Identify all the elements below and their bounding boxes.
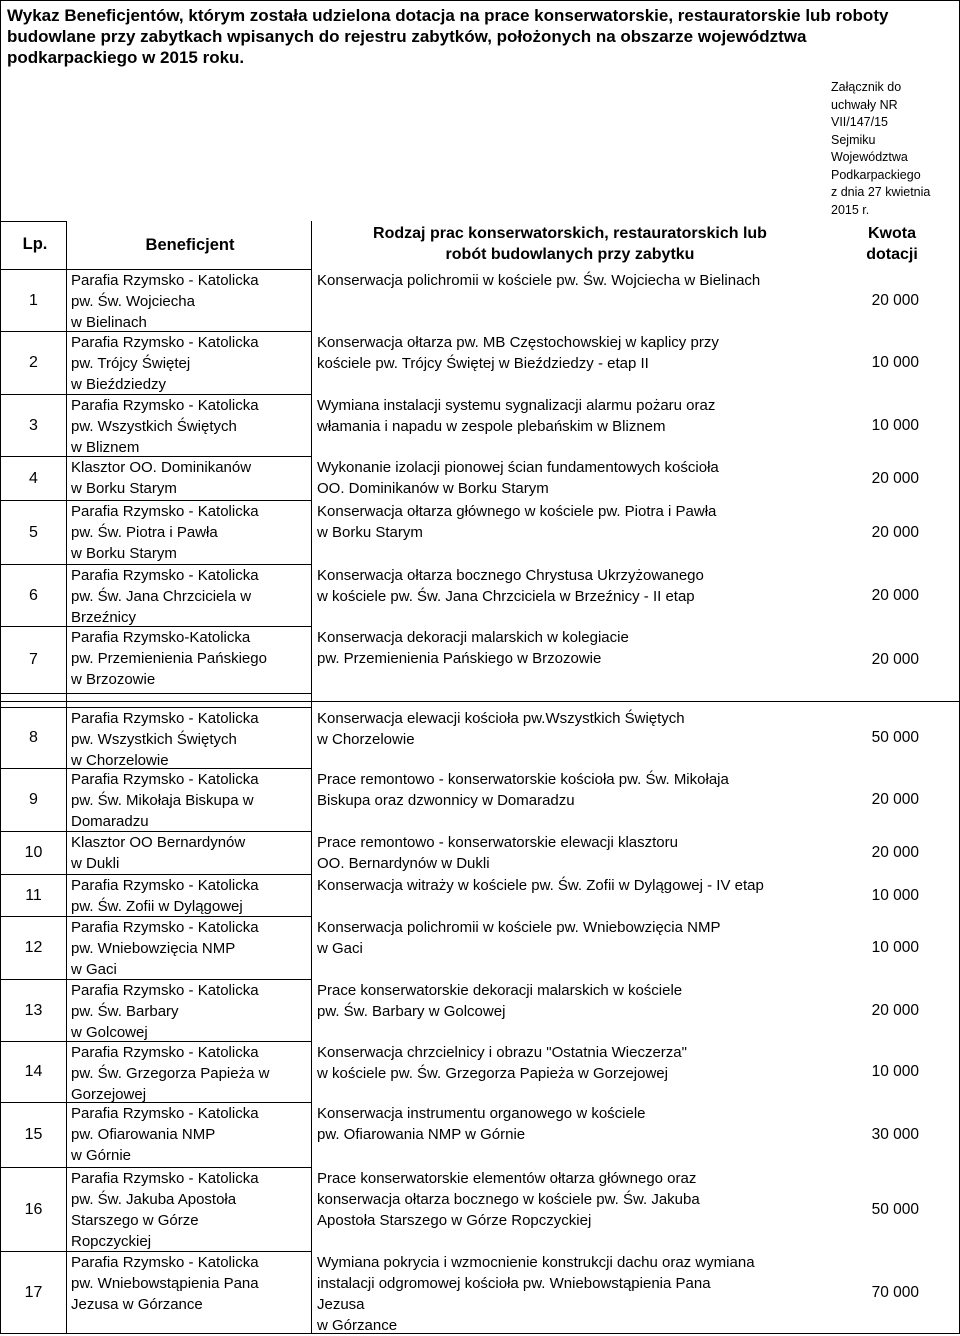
work-description-cell: Konserwacja dekoracji malarskich w kolegiacie pw. Przemienienia Pańskiego w Brzozowie: [317, 629, 629, 667]
beneficiary-cell: Klasztor OO Bernardynów w Dukli: [71, 834, 246, 872]
annex-note: Załącznik do uchwały NR VII/147/15 Sejmiku Województwa Podkarpackiego z dnia 27 kwietnia 2015 r.: [831, 80, 931, 217]
work-description-cell: Wymiana pokrycia i wzmocnienie konstrukcji dachu oraz wymiana instalacji odgromowej kościoła pw. Wniebowstąpienia Pana Jezusa w Górzance: [317, 1254, 755, 1334]
work-description-cell: Konserwacja chrzcielnicy i obrazu "Ostatnia Wieczerza" w kościele pw. Św. Grzegorza Papieża w Gorzejowej: [317, 1044, 687, 1082]
work-description-cell: Konserwacja instrumentu organowego w kościele pw. Ofiarowania NMP w Górnie: [317, 1105, 646, 1143]
header-rodzaj: Rodzaj prac konserwatorskich, restauratorskich lub robót budowlanych przy zabytku: [373, 225, 767, 263]
grant-amount-cell: 20 000: [871, 1001, 919, 1019]
beneficiary-cell: Parafia Rzymsko - Katolicka pw. Wszystkich Świętych w Bliznem: [71, 397, 259, 456]
beneficiary-cell: Klasztor OO. Dominikanów w Borku Starym: [71, 459, 252, 497]
beneficiary-cell: Parafia Rzymsko - Katolicka pw. Wniebowstąpienia Pana Jezusa w Górzance: [71, 1254, 259, 1313]
work-description-cell: Konserwacja elewacji kościoła pw.Wszystkich Świętych w Chorzelowie: [317, 710, 685, 748]
row-number: 10: [24, 844, 43, 861]
row-number: 17: [24, 1283, 43, 1301]
work-description-cell: Prace konserwatorskie dekoracji malarskich w kościele pw. Św. Barbary w Golcowej: [317, 982, 683, 1020]
grant-amount-cell: 20 000: [871, 523, 919, 541]
row-line: [1, 693, 311, 694]
header-kwota: Kwota dotacji: [866, 225, 918, 263]
row-number: 15: [24, 1126, 43, 1143]
grant-amount-cell: 50 000: [871, 729, 919, 746]
row-number: 16: [24, 1200, 43, 1218]
row-number: 6: [29, 586, 38, 604]
work-description-cell: Konserwacja polichromii w kościele pw. Wniebowzięcia NMP w Gaci: [317, 919, 721, 957]
grant-amount-cell: 20 000: [871, 586, 919, 604]
row-line: [1, 221, 67, 222]
grant-amount-cell: 20 000: [871, 291, 919, 309]
beneficiary-cell: Parafia Rzymsko - Katolicka pw. Św. Barbary w Golcowej: [71, 982, 259, 1041]
work-description-cell: Wykonanie izolacji pionowej ścian fundamentowych kościoła OO. Dominikanów w Borku Starym: [317, 459, 719, 497]
beneficiary-cell: Parafia Rzymsko - Katolicka pw. Św. Jakuba Apostoła Starszego w Górze Ropczyckiej: [71, 1170, 259, 1250]
grant-amount-cell: 10 000: [871, 416, 919, 434]
beneficiary-cell: Parafia Rzymsko - Katolicka pw. Św. Piotra i Pawła w Borku Starym: [71, 503, 259, 562]
grant-amount-cell: 20 000: [871, 651, 919, 668]
row-number: 4: [29, 469, 38, 487]
beneficiary-cell: Parafia Rzymsko-Katolicka pw. Przemienienia Pańskiego w Brzozowie: [71, 629, 267, 688]
work-description-cell: Prace remontowo - konserwatorskie kościoła pw. Św. Mikołaja Biskupa oraz dzwonnicy w Domaradzu: [317, 771, 729, 809]
beneficiary-cell: Parafia Rzymsko - Katolicka pw. Wszystkich Świętych w Chorzelowie: [71, 710, 259, 769]
work-description-cell: Konserwacja polichromii w kościele pw. Św. Wojciecha w Bielinach: [317, 272, 761, 289]
beneficiary-cell: Parafia Rzymsko - Katolicka pw. Wniebowzięcia NMP w Gaci: [71, 919, 259, 978]
beneficiary-cell: Parafia Rzymsko - Katolicka pw. Św. Wojciecha w Bielinach: [71, 272, 259, 331]
grant-amount-cell: 70 000: [871, 1283, 919, 1301]
document-title: Wykaz Beneficjentów, którym została udzielona dotacja na prace konserwatorskie, restauratorskie lub roboty budowlane przy zabytkach wpisanych do rejestru zabytków, położonych na obszarze województwa podkarpackiego w 2015 roku.: [7, 6, 889, 67]
row-number: 5: [29, 523, 38, 541]
work-description-cell: Konserwacja ołtarza bocznego Chrystusa Ukrzyżowanego w kościele pw. Św. Jana Chrzciciela w Brzeźnicy - II etap: [317, 567, 704, 605]
column-line: [311, 221, 312, 1333]
work-description-cell: Wymiana instalacji systemu sygnalizacji alarmu pożaru oraz włamania i napadu w zespole plebańskim w Bliznem: [317, 397, 716, 435]
row-number: 13: [24, 1001, 43, 1019]
beneficiary-cell: Parafia Rzymsko - Katolicka pw. Trójcy Świętej w Bieździedzy: [71, 334, 259, 393]
work-description-cell: Konserwacja ołtarza pw. MB Częstochowskiej w kaplicy przy kościele pw. Trójcy Świętej w Bieździedzy - etap II: [317, 334, 719, 372]
grant-amount-cell: 20 000: [871, 844, 919, 861]
work-description-cell: Prace konserwatorskie elementów ołtarza głównego oraz konserwacja ołtarza bocznego w kościele pw. Św. Jakuba Apostoła Starszego w Górze Ropczyckiej: [317, 1170, 700, 1229]
beneficiary-cell: Parafia Rzymsko - Katolicka pw. Św. Jana Chrzciciela w Brzeźnicy: [71, 567, 259, 626]
grant-amount-cell: 50 000: [871, 1200, 919, 1218]
beneficiary-cell: Parafia Rzymsko - Katolicka pw. Św. Mikołaja Biskupa w Domaradzu: [71, 771, 259, 830]
beneficiary-cell: Parafia Rzymsko - Katolicka pw. Św. Zofii w Dylągowej: [71, 877, 259, 915]
grant-amount-cell: 10 000: [871, 354, 919, 371]
beneficiary-cell: Parafia Rzymsko - Katolicka pw. Ofiarowania NMP w Górnie: [71, 1105, 259, 1164]
row-number: 12: [24, 939, 43, 956]
row-number: 7: [29, 651, 38, 668]
row-number: 11: [25, 886, 42, 904]
row-line: [1, 701, 959, 702]
row-number: 3: [29, 416, 38, 434]
grant-amount-cell: 10 000: [871, 886, 919, 904]
work-description-cell: Prace remontowo - konserwatorskie elewacji klasztoru OO. Bernardynów w Dukli: [317, 834, 678, 872]
header-beneficjent: Beneficjent: [145, 236, 235, 254]
row-number: 2: [29, 354, 38, 371]
row-number: 1: [29, 291, 38, 309]
grant-amount-cell: 10 000: [871, 1063, 919, 1080]
grant-amount-cell: 30 000: [871, 1126, 919, 1143]
work-description-cell: Konserwacja ołtarza głównego w kościele pw. Piotra i Pawła w Borku Starym: [317, 503, 717, 541]
work-description-cell: Konserwacja witraży w kościele pw. Św. Zofii w Dylągowej - IV etap: [317, 877, 764, 894]
grant-amount-cell: 20 000: [871, 469, 919, 487]
row-number: 14: [24, 1063, 43, 1080]
row-number: 9: [29, 791, 38, 808]
grant-amount-cell: 10 000: [871, 939, 919, 956]
row-number: 8: [29, 729, 38, 746]
beneficiary-cell: Parafia Rzymsko - Katolicka pw. Św. Grzegorza Papieża w Gorzejowej: [71, 1044, 270, 1103]
header-lp: Lp.: [22, 235, 48, 253]
grant-amount-cell: 20 000: [871, 791, 919, 808]
